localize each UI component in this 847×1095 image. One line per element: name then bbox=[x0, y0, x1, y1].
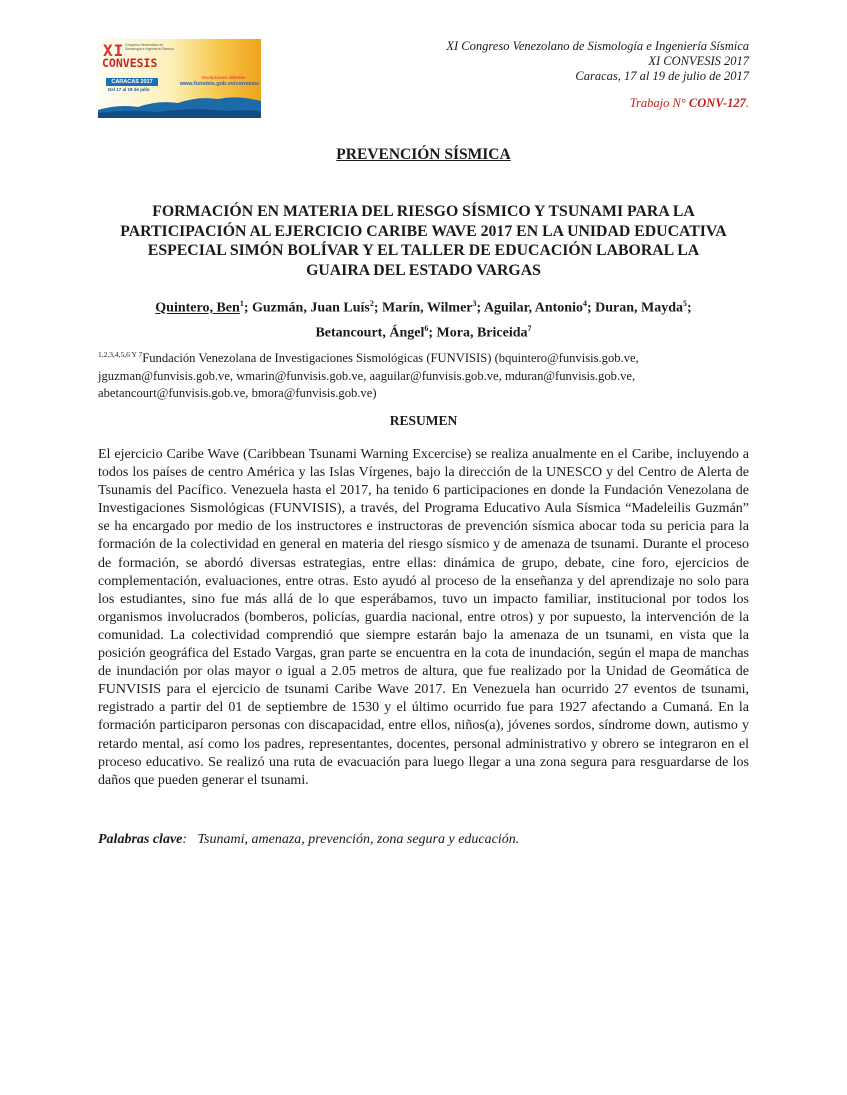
author-name: Marín, Wilmer bbox=[382, 300, 473, 316]
author-sup: 1 bbox=[239, 299, 244, 308]
affiliation-line-2: jguzman@funvisis.gob.ve, wmarin@funvisis.gob.ve, aaguilar@funvisis.gob.ve, mduran@funvisis.gob.ve, bbox=[98, 368, 636, 383]
paper-number-code: CONV-127 bbox=[688, 96, 746, 110]
author-sup: 3 bbox=[472, 299, 477, 308]
affiliation-line-3: abetancourt@funvisis.gob.ve, bmora@funvisis.gob.ve) bbox=[98, 386, 377, 400]
header-line-edition: XI CONVESIS 2017 bbox=[648, 54, 749, 68]
paper-number bbox=[630, 96, 749, 111]
author-sup: 7 bbox=[527, 323, 532, 333]
author-sup: 2 bbox=[369, 299, 374, 308]
author-name: Mora, Briceida bbox=[436, 325, 528, 341]
logo-registration: Inscripciones abiertas bbox=[201, 75, 245, 80]
author-name: Aguilar, Antonio bbox=[483, 300, 583, 316]
logo-url: www.funvisis.gob.ve/convesis bbox=[179, 81, 259, 87]
abstract-heading: RESUMEN bbox=[389, 413, 458, 428]
paper-number-label: Trabajo N° bbox=[629, 96, 686, 110]
affiliation-line-1: Fundación Venezolana de Investigaciones Sismológicas (FUNVISIS) (bquintero@funvisis.gob.ve, bbox=[142, 351, 639, 365]
convesis-logo bbox=[98, 39, 261, 118]
affiliation-sup: 1,2,3,4,5,6 Y 7 bbox=[98, 350, 143, 359]
keywords: Palabras clave: Tsunami, amenaza, prevención, zona segura y educación. bbox=[98, 832, 520, 847]
author-sup: 6 bbox=[424, 323, 429, 333]
affiliation bbox=[98, 346, 749, 403]
paper-title: FORMACIÓN EN MATERIA DEL RIESGO SÍSMICO Y TSUNAMI PARA LA PARTICIPACIÓN AL EJERCICIO CARIBE WAVE 2017 EN LA UNIDAD EDUCATIVA ESPECIAL SIMÓN BOLÍVAR Y EL TALLER DE EDUCACIÓN LABORAL LA GUAIRA DEL ESTADO VARGAS bbox=[120, 203, 727, 279]
header-line-conference: XI Congreso Venezolano de Sismología e Ingeniería Sísmica bbox=[446, 39, 749, 53]
logo-subtitle: Congreso Venezolano de Sismología e Ingeniería Sísmica bbox=[125, 43, 174, 51]
author-sup: 5 bbox=[683, 299, 688, 308]
keywords-text: Tsunami, amenaza, prevención, zona segura y educación. bbox=[197, 832, 520, 847]
author-list: Quintero, Ben$^1$; Guzmán, Juan Luís$^2$; Marín, Wilmer$^3$; Aguilar, Antonio$^4$; Duran, Mayda$^5$; Betancourt, Ángel$^6$; Mora, Briceida$^7$ bbox=[155, 299, 692, 341]
logo-numeral: XI bbox=[103, 41, 125, 60]
author-name: Duran, Mayda bbox=[595, 300, 684, 316]
section-title: PREVENCIÓN SÍSMICA bbox=[336, 146, 511, 163]
author-sup: 4 bbox=[582, 299, 587, 308]
logo-dates: Del 17 al 19 de julio bbox=[108, 87, 150, 92]
mountain-skyline-graphic bbox=[98, 90, 261, 118]
author-name: Betancourt, Ángel bbox=[315, 325, 425, 341]
logo-name: CONVESIS bbox=[102, 56, 158, 70]
conference-header bbox=[446, 39, 749, 84]
paper-number-suffix: . bbox=[745, 96, 749, 110]
header-line-location: Caracas, 17 al 19 de julio de 2017 bbox=[575, 69, 749, 83]
keywords-label: Palabras clave bbox=[98, 832, 183, 847]
author-name: Guzmán, Juan Luís bbox=[251, 300, 370, 316]
abstract-body: El ejercicio Caribe Wave (Caribbean Tsunami Warning Excercise) se realiza anualmente en el Caribe, incluyendo a todos los países de centro América y las Islas Vírgenes, bajo la dirección de la UNESCO y del Centro de Alerta de Tsunamis del Pacífico. Venezuela hasta el 2017, ha tenido 6 participaciones en donde la Fundación Venezolana de Investigaciones Sismológicas (FUNVISIS), a través, del Programa Educativo Aula Sísmica “Madeleilis Guzmán” se ha encargado por medio de los instructores e instructoras de prevención sísmica abocar toda su pericia para la formación de la colectividad en general en materia del riesgo sísmico y de amenaza de tsunami. Durante el proceso de formación, se abordó diversas estrategias, entre ellas: dinámica de grupo, debate, cine foro, ejercicios de complementación, evaluaciones, entre otras. Esto ayudó al proceso de la enseñanza y del aprendizaje no solo para los estudiantes, sino fue más allá de lo que esperábamos, tuvo un impacto familiar, institucional por todos los organismos involucrados (bomberos, policías, guardia nacional, entre otros) y por supuesto, la intervención de la comunidad. La colectividad comprendió que siempre estarán bajo la amenaza de un tsunami, en vista que la posición geográfica del Estado Vargas, gran parte se encuentra en la cota de inundación, según el mapa de manchas de inundación por olas mayor o igual a 2.05 metros de altura, que fue realizado por la Unidad de Geomática de FUNVISIS para el ejercicio de tsunami Caribe Wave 2017. En Venezuela han ocurrido 27 eventos de tsunami, registrado a partir del 01 de septiembre de 1530 y el último ocurrido fue para 1927 afectando a Cumaná. En la formación participaron personas con discapacidad, entre ellos, niños(a), jóvenes sordos, síndrome down, autismo y retardo mental, así como los padres, representantes, docentes, personal administrativo y obrero se integraron en el proceso educativo. Se realizó una ruta de evacuación para luego llegar a una zona segura para resguardarse de los daños que pueden generar el tsunami. bbox=[98, 447, 749, 788]
logo-badge: CARACAS 2017 bbox=[106, 78, 158, 86]
author-name: Quintero, Ben bbox=[155, 300, 240, 316]
